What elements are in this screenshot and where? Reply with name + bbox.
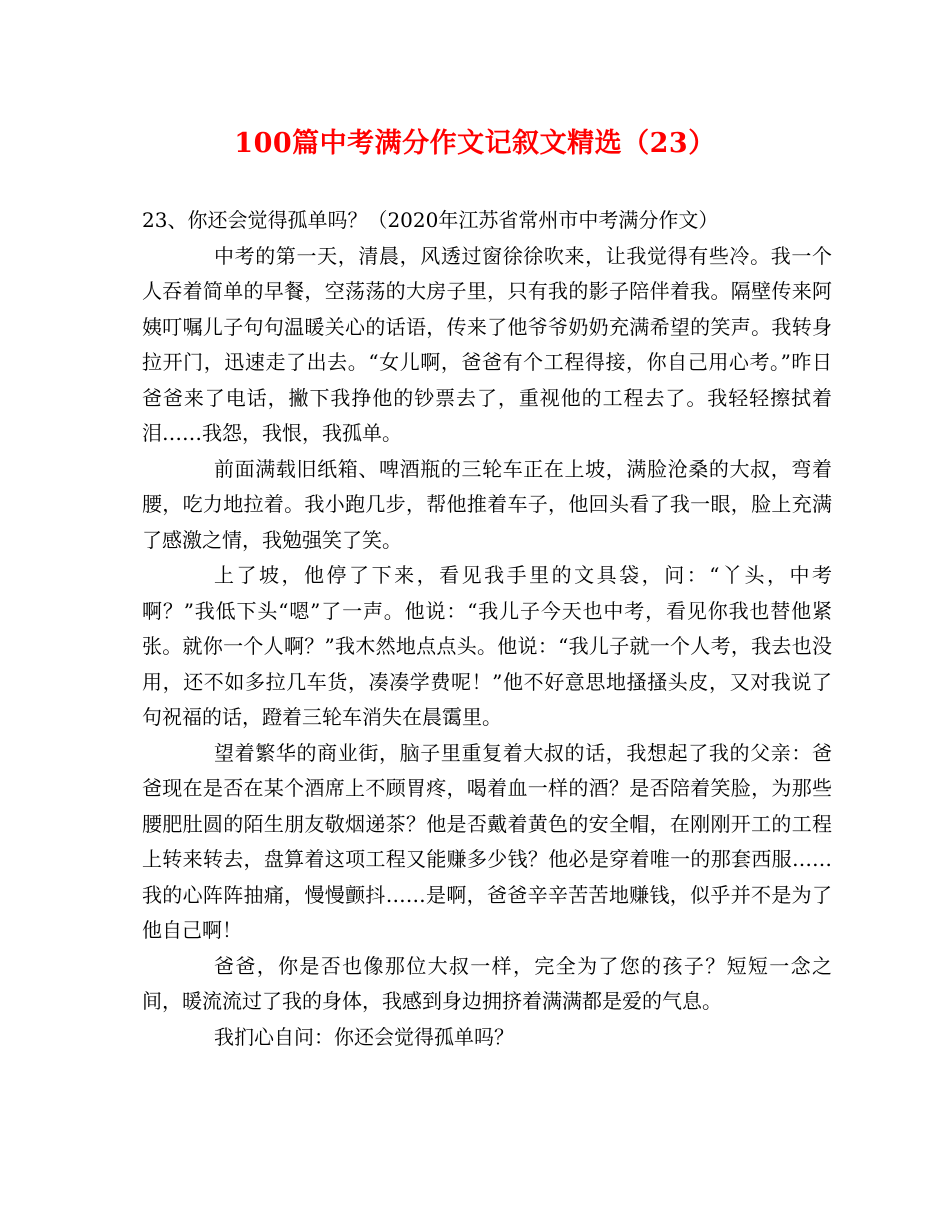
- paragraph: 爸爸，你是否也像那位大叔一样，完全为了您的孩子？短短一念之间，暖流流过了我的身体，我感到身边拥挤着满满都是爱的气息。: [142, 953, 832, 1013]
- paragraph: 我扪心自问：你还会觉得孤单吗？: [214, 1024, 514, 1049]
- paragraph: 前面满载旧纸箱、啤酒瓶的三轮车正在上坡，满脸沧桑的大叔，弯着腰，吃力地拉着。我小跑几步，帮他推着车子，他回头看了我一眼，脸上充满了感激之情，我勉强笑了笑。: [142, 456, 832, 552]
- paragraph: 望着繁华的商业街，脑子里重复着大叔的话，我想起了我的父亲：爸爸现在是否在某个酒席上不顾胃疼，喝着血一样的酒？是否陪着笑脸，为那些腰肥肚圆的陌生朋友敬烟递茶？他是否戴着黄色的安全帽，在刚刚开工的工程上转来转去，盘算着这项工程又能赚多少钱？他必是穿着唯一的那套西服……我的心阵阵抽痛，慢慢颤抖……是啊，爸爸辛辛苦苦地赚钱，似乎并不是为了他自己啊！: [142, 740, 832, 942]
- essay-heading: 23、你还会觉得孤单吗？（2020年江苏省常州市中考满分作文）: [142, 208, 719, 232]
- document-title: 100篇中考满分作文记叙文精选（23）: [234, 128, 716, 159]
- paragraph: 上了坡，他停了下来，看见我手里的文具袋，问：“丫头，中考啊？”我低下头“嗯”了一声。他说：“我儿子今天也中考，看见你我也替他紧张。就你一个人啊？”我木然地点点头。他说：“我儿子就一个人考，我去也没用，还不如多拉几车货，凑凑学费呢！”他不好意思地搔搔头皮，又对我说了句祝福的话，蹬着三轮车消失在晨霭里。: [142, 563, 832, 729]
- document-body: [142, 203, 832, 1055]
- paragraph: 中考的第一天，清晨，风透过窗徐徐吹来，让我觉得有些冷。我一个人吞着简单的早餐，空荡荡的大房子里，只有我的影子陪伴着我。隔壁传来阿姨叮嘱儿子句句温暖关心的话语，传来了他爷爷奶奶充满希望的笑声。我转身拉开门，迅速走了出去。“女儿啊，爸爸有个工程得接，你自己用心考。”昨日爸爸来了电话，撇下我挣他的钞票去了，重视他的工程去了。我轻轻擦拭着泪……我怨，我恨，我孤单。: [142, 243, 832, 445]
